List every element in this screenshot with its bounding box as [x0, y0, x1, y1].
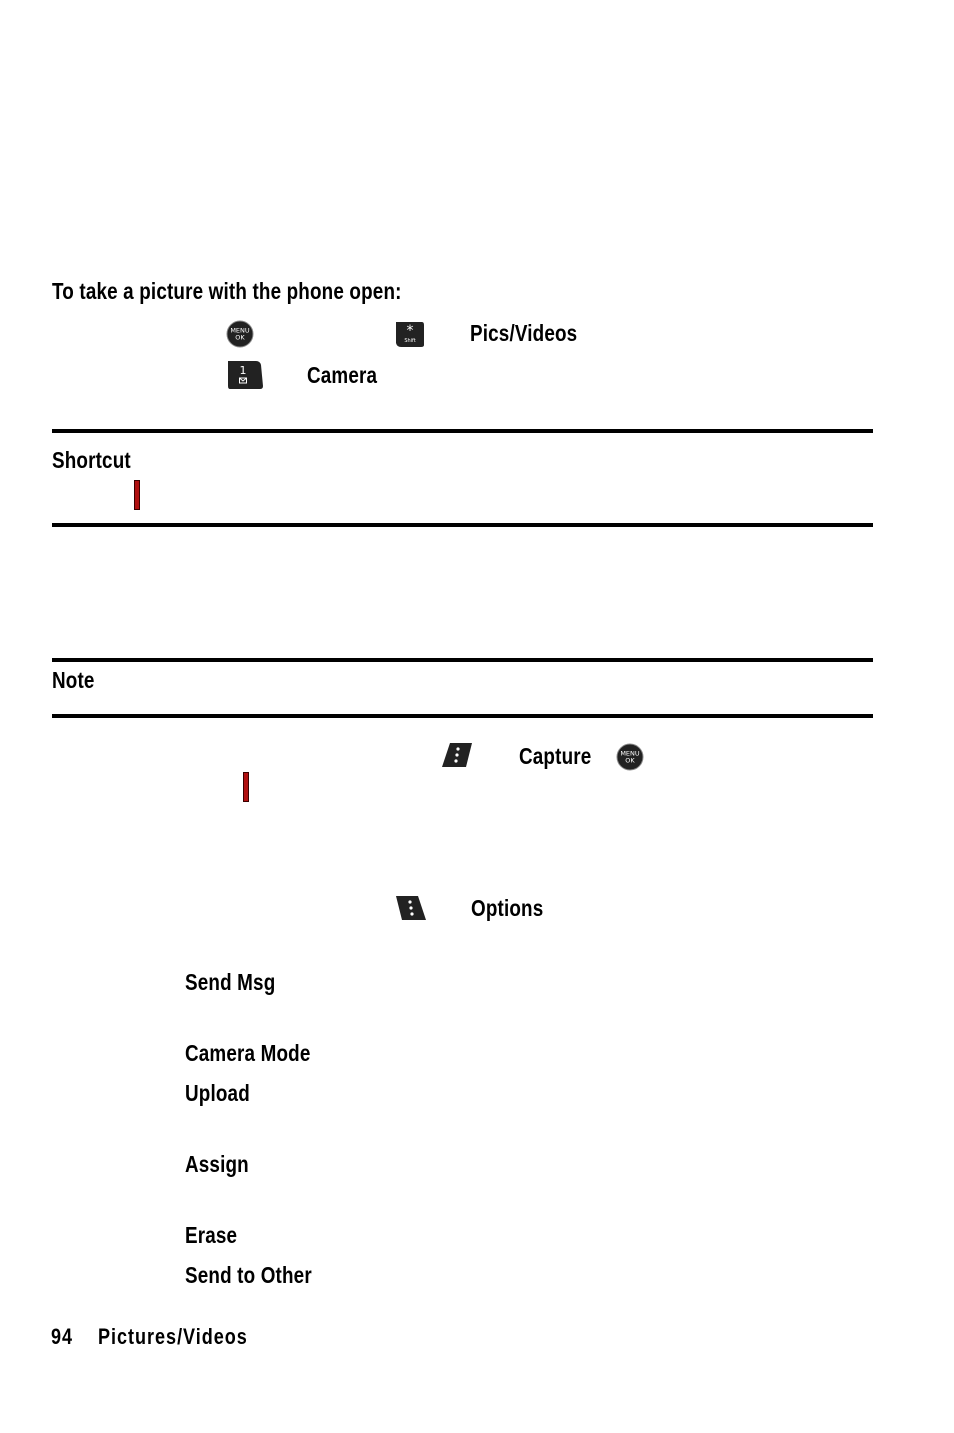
page-number: 94 — [51, 1324, 74, 1349]
menu-item-camera-mode: Camera Mode — [185, 1040, 311, 1066]
pics-videos-label: Pics/Videos — [470, 320, 578, 346]
menu-ok-key-icon — [226, 320, 254, 348]
left-softkey-icon — [440, 741, 474, 769]
menu-item-erase: Erase — [185, 1222, 238, 1248]
note-label: Note — [52, 667, 95, 693]
menu-item-send-to-other: Send to Other — [185, 1262, 312, 1288]
camera-label: Camera — [307, 362, 378, 388]
svg-text:1: 1 — [239, 364, 247, 377]
star-shift-key-icon — [393, 320, 425, 348]
shortcut-label: Shortcut — [52, 447, 131, 473]
options-label: Options — [471, 895, 544, 921]
side-camera-button-icon — [243, 772, 249, 802]
menu-item-assign: Assign — [185, 1151, 249, 1177]
svg-text:Shift: Shift — [404, 338, 416, 344]
shortcut-rule-bottom — [52, 523, 873, 527]
svg-text:*: * — [406, 323, 414, 339]
side-camera-button-icon — [134, 480, 140, 510]
section-name: Pictures/Videos — [98, 1324, 248, 1349]
svg-text:MENU: MENU — [620, 749, 640, 758]
svg-text:OK: OK — [625, 756, 635, 765]
capture-label: Capture — [519, 743, 592, 769]
svg-text:OK: OK — [235, 333, 245, 342]
menu-item-send-msg: Send Msg — [185, 969, 276, 995]
note-rule-bottom — [52, 714, 873, 718]
svg-text:MENU: MENU — [230, 326, 250, 335]
one-key-icon — [226, 359, 264, 391]
section-heading: To take a picture with the phone open: — [52, 278, 402, 304]
menu-item-upload: Upload — [185, 1080, 250, 1106]
menu-ok-key-icon — [616, 743, 644, 771]
note-rule-top — [52, 658, 873, 662]
right-softkey-icon — [394, 894, 428, 922]
shortcut-rule-top — [52, 429, 873, 433]
